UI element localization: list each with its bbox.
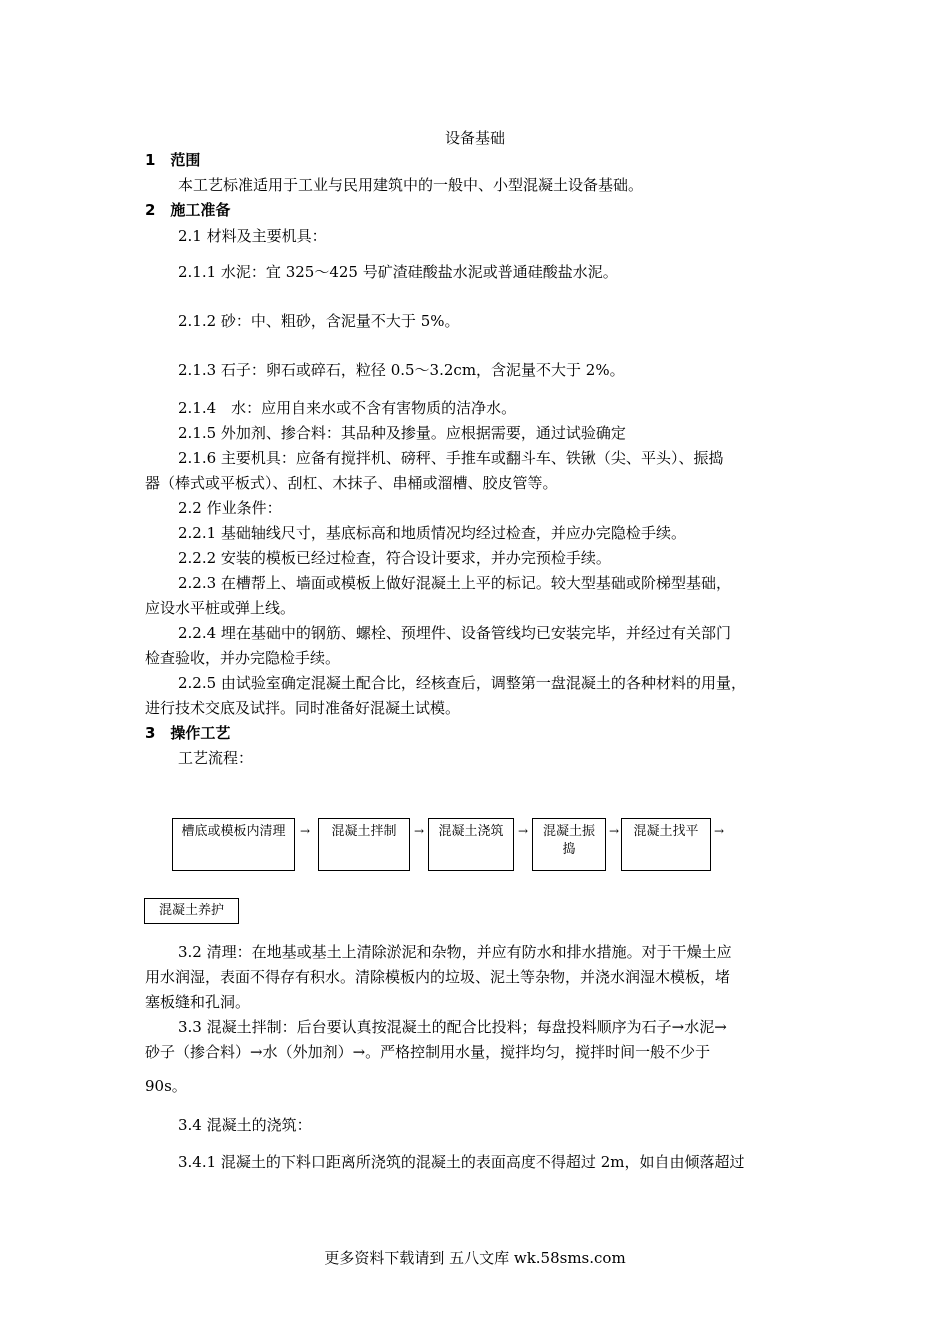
item-2-2-5-line1: 2.2.5 由试验室确定混凝土配合比，经核查后，调整第一盘混凝土的各种材料的用量， [178,674,746,692]
flow-step-leveling: 混凝土找平 [621,818,711,871]
item-2-2-1: 2.2.1 基础轴线尺寸，基底标高和地质情况均经过检查，并应办完隐检手续。 [178,524,686,542]
flow-step-curing: 混凝土养护 [144,898,239,924]
footer-download-note: 更多资料下载请到 五八文库 wk.58sms.com [324,1249,626,1267]
item-2-1-5: 2.1.5 外加剂、掺合料：其品种及掺量。应根据需要，通过试验确定 [178,424,626,442]
item-2-2-5-line2: 进行技术交底及试拌。同时准备好混凝土试模。 [145,699,461,717]
flow-arrow: → [609,824,620,838]
flow-step-vibrating-line1: 混凝土振 [542,824,595,839]
item-2-1-2: 2.1.2 砂：中、粗砂，含泥量不大于 5%。 [178,312,460,330]
item-3-2-line3: 塞板缝和孔洞。 [145,993,251,1011]
flow-step-mixing: 混凝土拌制 [318,818,410,871]
item-3-2-line2: 用水润湿，表面不得存有积水。清除模板内的垃圾、泥土等杂物，并浇水润湿木模板，堵 [145,968,731,986]
item-2-2: 2.2 作业条件： [178,499,282,517]
item-2-1-6-line2: 器（棒式或平板式）、刮杠、木抹子、串桶或溜槽、胶皮管等。 [145,474,558,492]
flow-step-cleaning: 槽底或模板内清理 [172,818,295,871]
item-3-4-1: 3.4.1 混凝土的下料口距离所浇筑的混凝土的表面高度不得超过 2m，如自由倾落超过 [178,1153,745,1171]
item-2-2-4-line1: 2.2.4 埋在基础中的钢筋、螺栓、预埋件、设备管线均已安装完毕，并经过有关部门 [178,624,731,642]
item-3-4: 3.4 混凝土的浇筑： [178,1116,312,1134]
item-2-1-6-line1: 2.1.6 主要机具：应备有搅拌机、磅秤、手推车或翻斗车、铁锹（尖、平头）、振捣 [178,449,724,467]
item-2-1: 2.1 材料及主要机具： [178,227,327,245]
item-2-1-1: 2.1.1 水泥：宜 325～425 号矿渣硅酸盐水泥或普通硅酸盐水泥。 [178,263,618,281]
item-3-3-line2: 砂子（掺合料）→水（外加剂）→。严格控制用水量，搅拌均匀，搅拌时间一般不少于 [145,1043,711,1061]
item-2-1-3: 2.1.3 石子：卵石或碎石，粒径 0.5～3.2cm，含泥量不大于 2%。 [178,361,625,379]
flow-step-vibrating-line2: 捣 [562,842,576,857]
section-1-heading: 1 范围 [145,151,201,169]
document-title: 设备基础 [444,129,505,147]
section-3-heading: 3 操作工艺 [145,724,231,742]
section-1-paragraph: 本工艺标准适用于工业与民用建筑中的一般中、小型混凝土设备基础。 [178,176,644,194]
item-2-2-4-line2: 检查验收，并办完隐检手续。 [145,649,341,667]
flow-arrow: → [518,824,529,838]
item-3-3-line3: 90s。 [145,1077,187,1095]
item-2-2-3-line2: 应设水平桩或弹上线。 [145,599,296,617]
process-flow-label: 工艺流程： [178,749,254,767]
flow-arrow: → [300,824,311,838]
flow-step-vibrating [532,818,606,871]
item-3-2-line1: 3.2 清理：在地基或基土上清除淤泥和杂物，并应有防水和排水措施。对于干燥土应 [178,943,732,961]
item-3-3-line1: 3.3 混凝土拌制：后台要认真按混凝土的配合比投料；每盘投料顺序为石子→水泥→ [178,1018,727,1036]
flow-arrow: → [714,824,725,838]
item-2-2-3-line1: 2.2.3 在槽帮上、墙面或模板上做好混凝土上平的标记。较大型基础或阶梯型基础， [178,574,731,592]
flow-arrow: → [414,824,425,838]
item-2-1-4: 2.1.4 水：应用自来水或不含有害物质的洁净水。 [178,399,517,417]
flow-step-pouring: 混凝土浇筑 [428,818,514,871]
item-2-2-2: 2.2.2 安装的模板已经过检查，符合设计要求，并办完预检手续。 [178,549,611,567]
section-2-heading: 2 施工准备 [145,201,231,219]
